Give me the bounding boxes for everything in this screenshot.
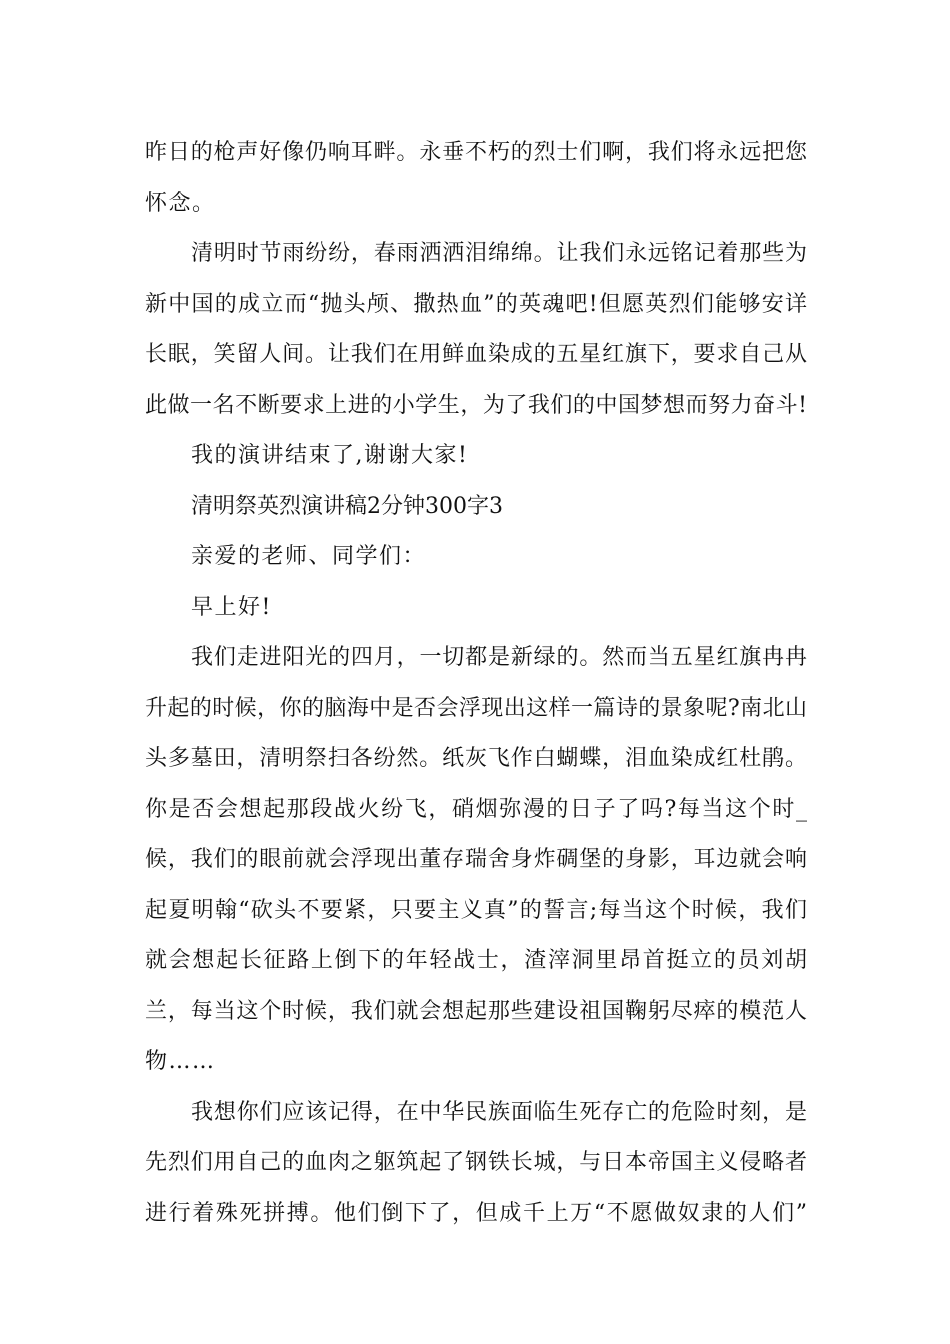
heading-line: 清明祭英烈演讲稿2分钟300字3 [191,493,503,519]
text-line: 亲爱的老师、同学们： [191,544,427,569]
text-line: 兰，每当这个时候，我们就会想起那些建设祖国鞠躬尽瘁的模范人 [145,998,807,1024]
paragraph-tribute-close [145,128,807,229]
text-line: 新中国的成立而“抛头颅、撒热血”的英魂吧!但愿英烈们能够安详 [145,291,807,317]
paragraph-martyrs-sacrifice [145,1088,807,1240]
text-line: 候，我们的眼前就会浮现出董存瑞舍身炸碉堡的身影，耳边就会响 [145,847,807,872]
text-line: 你是否会想起那段战火纷飞，硝烟弥漫的日子了吗?每当这个时_ [145,796,807,822]
text-line: 早上好! [191,594,272,620]
text-line: 怀念。 [145,190,216,216]
text-line: 此做一名不断要求上进的小学生，为了我们的中国梦想而努力奋斗! [145,392,807,418]
text-line: 我的演讲结束了,谢谢大家! [191,443,469,468]
text-line: 进行着殊死拼搏。他们倒下了，但成千上万“不愿做奴隶的人们” [145,1200,807,1226]
text-line: 我们走进阳光的四月，一切都是新绿的。然而当五星红旗冉冉 [191,645,807,670]
text-line: 就会想起长征路上倒下的年轻战士，渣滓洞里昂首挺立的员刘胡 [145,948,807,973]
text-line: 我想你们应该记得，在中华民族面临生死存亡的危险时刻，是 [191,1099,807,1125]
section-heading [145,482,807,533]
paragraph-april-memories [145,633,807,1088]
paragraph-greeting [145,583,807,634]
text-line: 头多墓田，清明祭扫各纷然。纸灰飞作白蝴蝶，泪血染成红杜鹃。 [145,746,807,771]
text-line: 起夏明翰“砍头不要紧，只要主义真”的誓言;每当这个时候，我们 [145,897,807,923]
paragraph-qingming-remembrance [145,229,807,431]
text-line: 长眠，笑留人间。让我们在用鲜血染成的五星红旗下，要求自己从 [145,342,807,367]
paragraph-speech-end [145,431,807,482]
text-line: 清明时节雨纷纷，春雨洒洒泪绵绵。让我们永远铭记着那些为 [191,241,807,266]
text-line: 物…… [145,1049,216,1074]
text-line: 先烈们用自己的血肉之躯筑起了钢铁长城，与日本帝国主义侵略者 [145,1150,807,1175]
text-line: 昨日的枪声好像仍响耳畔。永垂不朽的烈士们啊，我们将永远把您 [145,140,807,165]
paragraph-salutation [145,532,807,583]
text-line: 升起的时候，你的脑海中是否会浮现出这样一篇诗的景象呢?南北山 [145,695,807,721]
document-body [145,128,807,1239]
